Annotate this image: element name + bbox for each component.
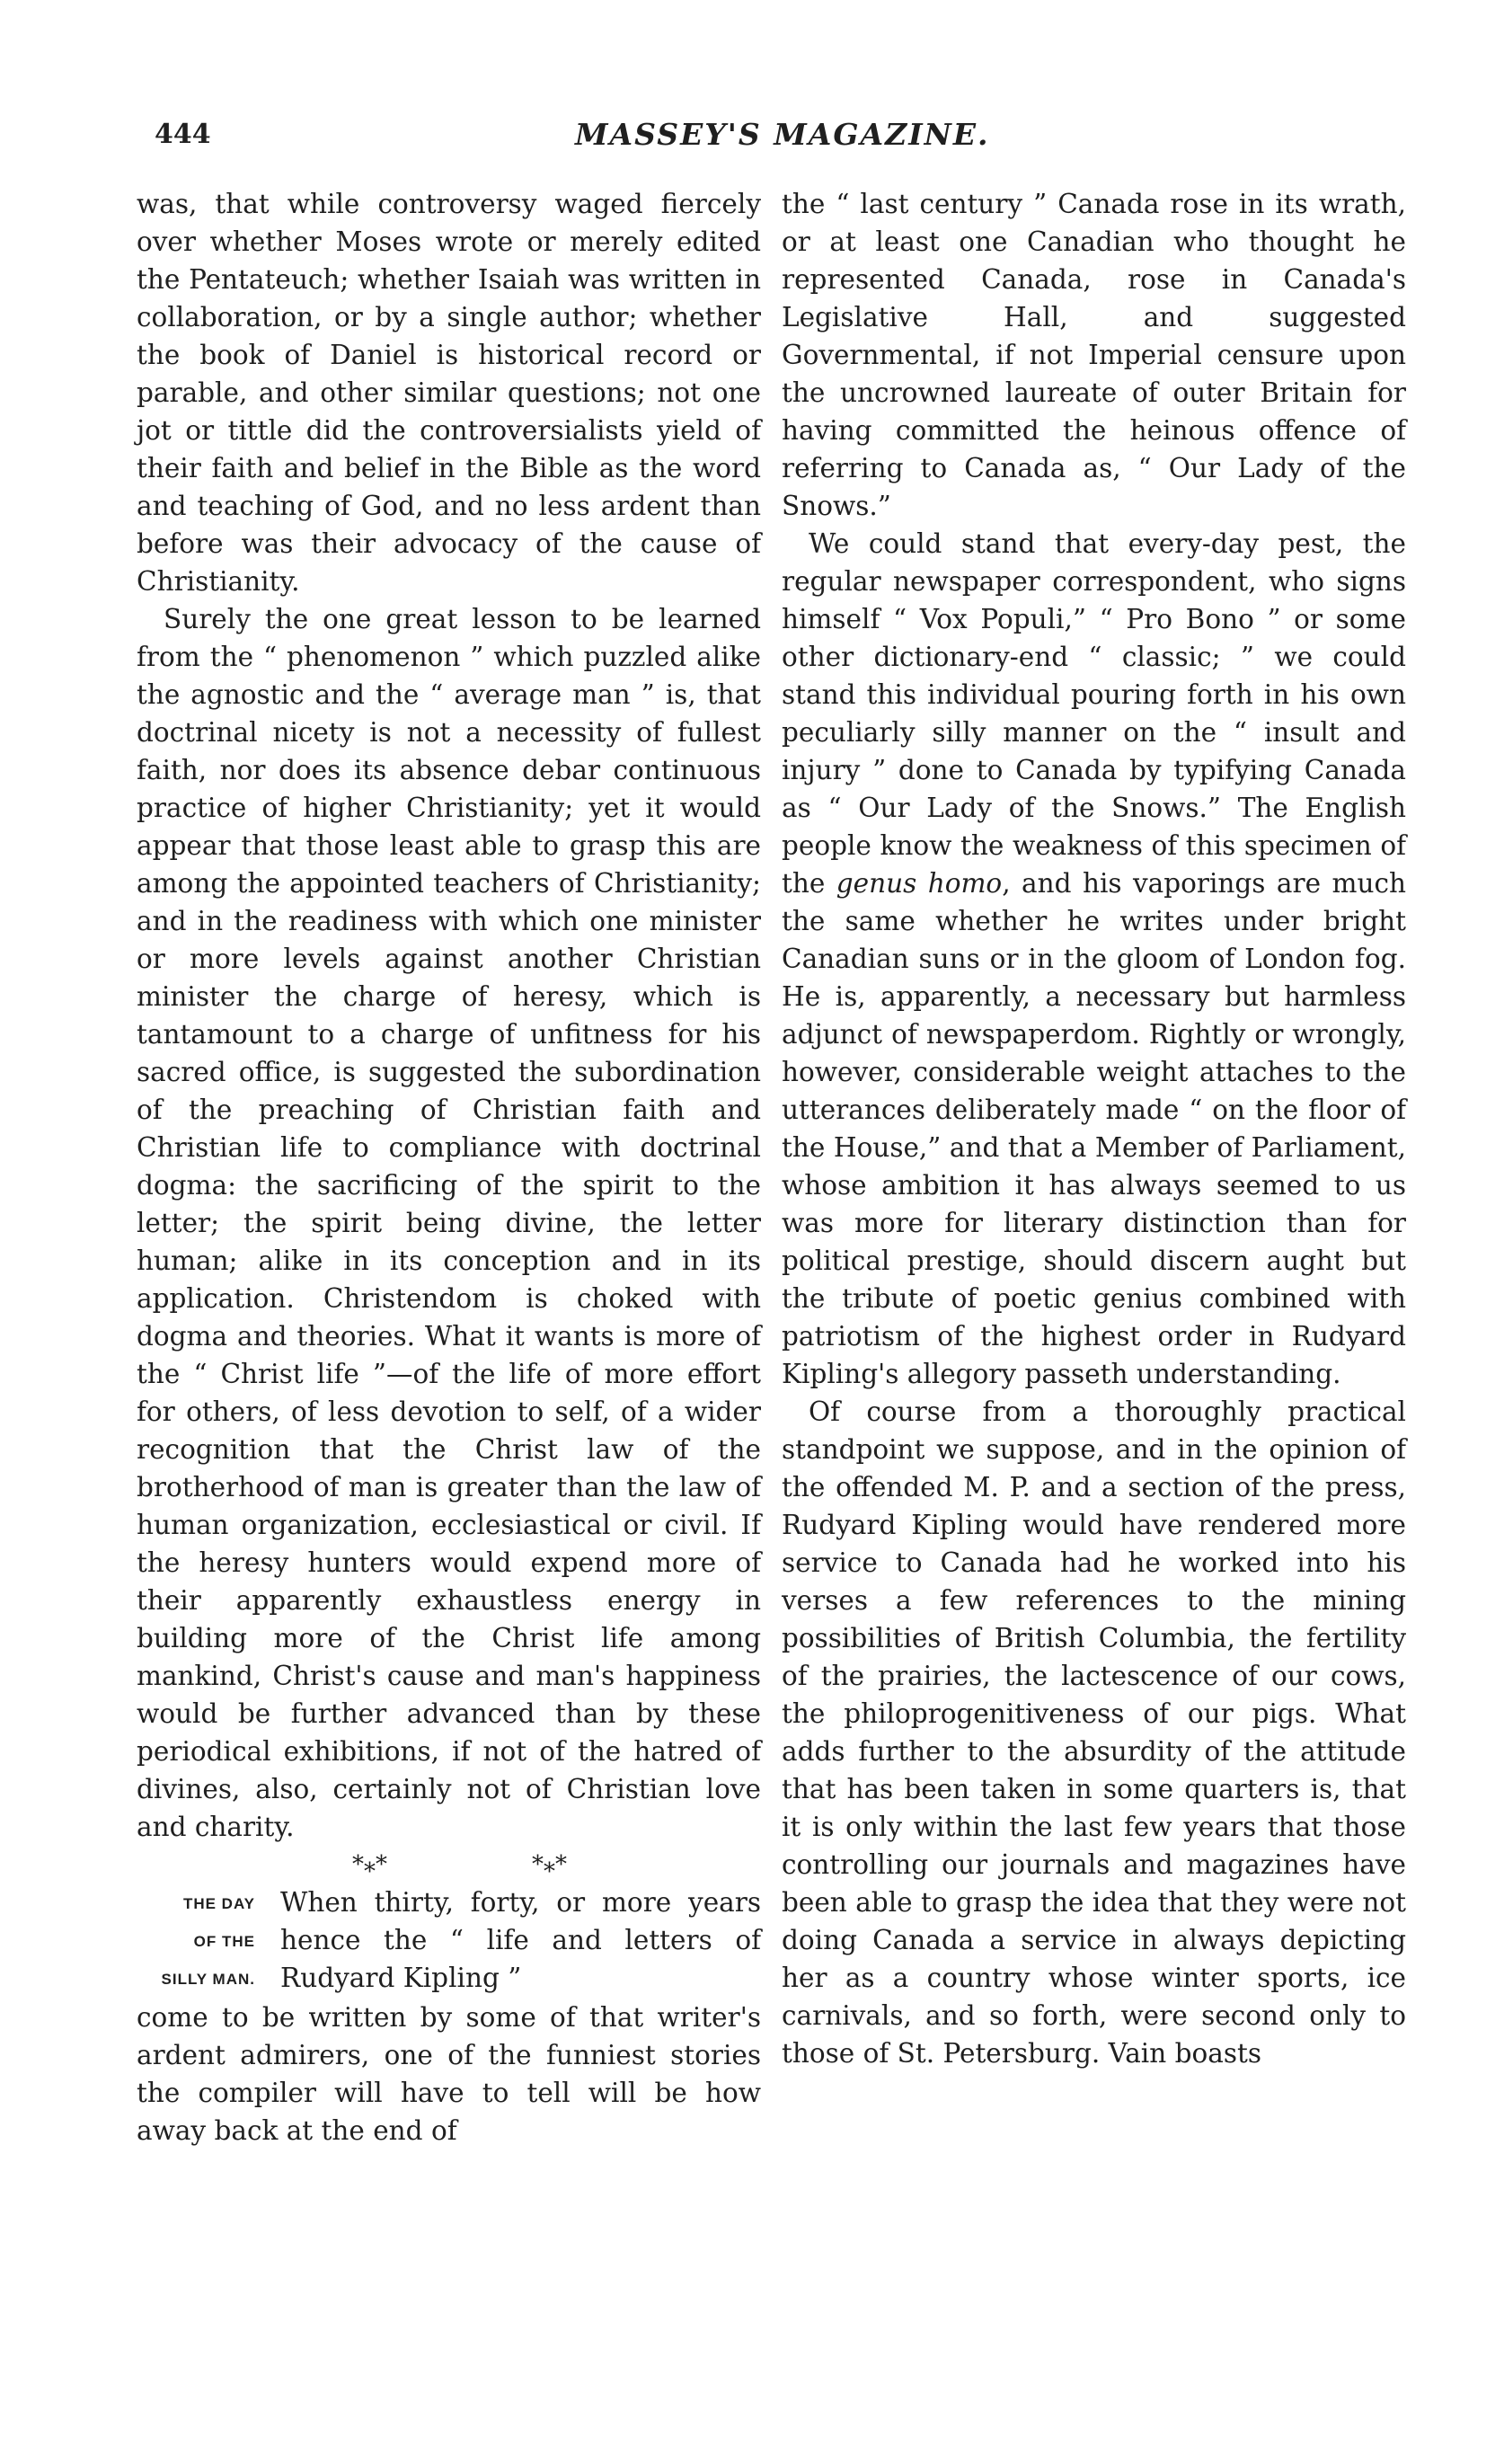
left-column [137, 185, 761, 2149]
sidenote-line: THE DAY [182, 1895, 255, 1912]
sidenote-line: SILLY MAN. [161, 1971, 255, 1988]
paragraph: Surely the one great lesson to be learned from the “ phenomenon ” which puzzled alike the agnostic and the “ average man ” is, that doctrinal nicety is not a necessity of fullest faith, nor does its absence debar continuous practice of higher Christianity; yet it would appear that those least able to grasp this are among the appointed teachers of Christianity; and in the readiness with which one minister or more levels against another Christian minister the charge of heresy, which is tantamount to a charge of unfitness for his sacred office, is suggested the subordination of the preaching of Christian faith and Christian life to compliance with doctrinal dogma: the sacrificing of the spirit to the letter; the spirit being divine, the letter human; alike in its conception and in its application. Christendom is choked with dogma and theories. What it wants is more of the “ Christ life ”—of the life of more effort for others, of less devotion to self, of a wider recognition that the Christ law of the brotherhood of man is greater than the law of human organization, ecclesiastical or civil. If the heresy hunters would expend more of their apparently exhaustless energy in building more of the Christ life among mankind, Christ's cause and man's happiness would be further advanced than by these periodical exhibitions, if not of the hatred of divines, also, certainly not of Christian love and charity. [137, 604, 761, 1842]
paragraph-opening: When thirty, forty, or more years hence the “ life and letters of Rudyard Kipling ” [280, 1887, 761, 1993]
sidenote-block [137, 1883, 761, 1999]
latin-phrase: genus homo [836, 868, 1003, 899]
text-run: , and his vaporings are much the same whether he writes under bright Canadian suns or in the gloom of London fog. He is, apparently, a necessary but harmless adjunct of newspaperdom. Rightly or wrongly, however, considerable weight attaches to the utterances deliberately made “ on the floor of the House,” and that a Member of Parliament, whose ambition it has always seemed to us was more for literary distinction than for political prestige, should discern aught but the tribute of poetic genius combined with patriotism of the highest order in Rudyard Kipling's allegory passeth understanding. [782, 868, 1406, 1389]
right-column [782, 185, 1406, 2072]
paragraph [782, 525, 1406, 1393]
paragraph: Of course from a thoroughly practical standpoint we suppose, and in the opinion of the offended M. P. and a section of the press, Rudyard Kipling would have rendered more service to Canada had he worked into his verses a few references to the mining possibilities of British Columbia, the fertility of the prairies, the lactescence of our cows, the philoprogenitiveness of our pigs. What adds further to the absurdity of the attitude that has been taken in some quarters is, that it is only within the last few years that those controlling our journals and magazines have been able to grasp the idea that they were not doing Canada a service in always depicting her as a country whose winter sports, ice carnivals, and so forth, were second only to those of St. Petersburg. Vain boasts [782, 1396, 1406, 2069]
sidenote-line: OF THE [193, 1933, 255, 1950]
asterism-mark: *⁎* [532, 1851, 567, 1878]
text-run: We could stand that every-day pest, the regular newspaper correspondent, who signs himself “ Vox Populi,” “ Pro Bono ” or some other dictionary-end “ classic; ” we could stand this individual pouring forth in his own peculiarly silly manner on the “ insult and injury ” done to Canada by typifying Canada as “ Our Lady of the Snows.” The English people know the weakness of this specimen of the [782, 528, 1406, 899]
paragraph: come to be written by some of that writer's ardent admirers, one of the funniest stories the compiler will have to tell will be how away back at the end of [137, 2002, 761, 2146]
section-sidenote [137, 1883, 280, 1999]
page-number: 444 [155, 119, 211, 150]
asterism-mark: *⁎* [352, 1851, 387, 1878]
paragraph: was, that while controversy waged fiercely over whether Moses wrote or merely edited the Pentateuch; whether Isaiah was written in collaboration, or by a single author; whether the book of Daniel is historical record or parable, and other similar questions; not one jot or tittle did the controversialists yield of their faith and belief in the Bible as the word and teaching of God, and no less ardent than before was their advocacy of the cause of Christianity. [137, 189, 761, 597]
paragraph: the “ last century ” Canada rose in its wrath, or at least one Canadian who thought he represented Canada, rose in Canada's Legislative Hall, and suggested Governmental, if not Imperial censure upon the uncrowned laureate of outer Britain for having committed the heinous offence of referring to Canada as, “ Our Lady of the Snows.” [782, 189, 1406, 521]
section-asterism [137, 1846, 761, 1883]
running-title: MASSEY'S MAGAZINE. [575, 117, 990, 152]
